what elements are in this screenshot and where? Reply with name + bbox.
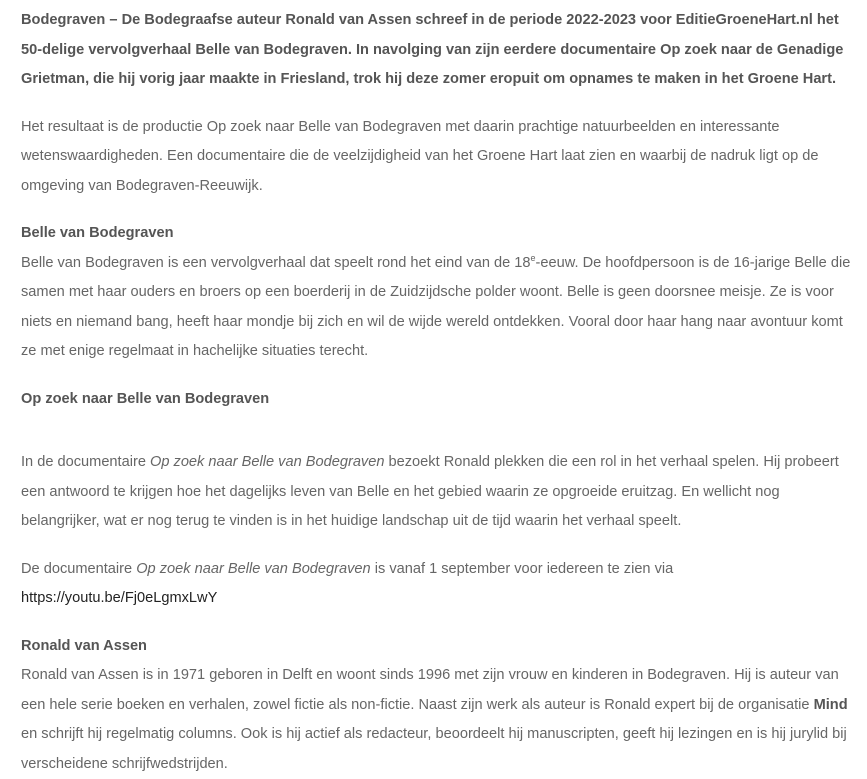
doc-text-start: In de documentaire: [21, 454, 150, 470]
documentary-paragraph: [21, 448, 857, 537]
availability-paragraph: [21, 555, 857, 614]
author-paragraph: [21, 661, 857, 779]
belle-text-start: Belle van Bodegraven is een vervolgverhaal dat speelt rond het eind van de 18: [21, 254, 531, 271]
section-heading-belle: Belle van Bodegraven: [21, 225, 174, 241]
century-superscript: e: [530, 252, 536, 263]
section-heading-documentary: Op zoek naar Belle van Bodegraven: [21, 390, 270, 407]
doc-text-end: bezoekt Ronald plekken die een rol in het verhaal spelen. Hij probeert een antwoord te krijgen hoe het dagelijks leven van Belle en het gebied waarin ze opgroeide eruitzag. En wellicht nog belangrijker, wat er nog terug te vinden is in het huidige landschap uit de tijd waarin het verhaal speelt.: [21, 454, 839, 529]
result-paragraph: Het resultaat is de productie Op zoek naar Belle van Bodegraven met daarin prachtige natuurbeelden en interessante wetenswaardigheden. Een documentaire die de veelzijdigheid van het Groene Hart laat zien en waarbij de nadruk ligt op de omgeving van Bodegraven-Reeuwijk.: [21, 118, 819, 194]
belle-text-end: -eeuw. De hoofdpersoon is de 16-jarige Belle die samen met haar ouders en broers op een boerderij in de Zuidzijdsche polder woont. Belle is geen doorsnee meisje. Ze is voor niets en niemand bang, heeft haar mondje bij zich en wil de wijde wereld ontdekken. Vooral door haar hang naar avontuur komt ze met enige regelmaat in hachelijke situaties terecht.: [21, 254, 851, 359]
avail-text-end: is vanaf 1 september voor iedereen te zien via: [370, 560, 674, 577]
mind-organisation: Mind: [813, 696, 848, 713]
belle-paragraph: [21, 249, 857, 367]
author-text-start: Ronald van Assen is in 1971 geboren in Delft en woont sinds 1996 met zijn vrouw en kinderen in Bodegraven. Hij is auteur van een hele serie boeken en verhalen, zowel fictie als non-fictie. Naast zijn werk als auteur is Ronald expert bij de organisatie: [21, 667, 839, 713]
doc-title-italic: Op zoek naar Belle van Bodegraven: [150, 454, 385, 470]
intro-paragraph: Bodegraven – De Bodegraafse auteur Ronald van Assen schreef in de periode 2022-2023 voor EditieGroeneHart.nl het 50-delige vervolgverhaal Belle van Bodegraven. In navolging van zijn eerdere documentaire Op zoek naar de Genadige Grietman, die hij vorig jaar maakte in Friesland, trok hij deze zomer eropuit om opnames te maken in het Groene Hart.: [21, 12, 844, 87]
avail-text-start: De documentaire: [21, 560, 137, 577]
author-text-end: en schrijft hij regelmatig columns. Ook is hij actief als redacteur, beoordeelt hij manuscripten, geeft hij lezingen en is hij jurylid bij verscheidene schrijfwedstrijden.: [21, 726, 847, 772]
avail-title-italic: Op zoek naar Belle van Bodegraven: [136, 560, 371, 577]
section-heading-author: Ronald van Assen: [21, 637, 147, 654]
youtube-link[interactable]: https://youtu.be/Fj0eLgmxLwY: [21, 590, 218, 606]
